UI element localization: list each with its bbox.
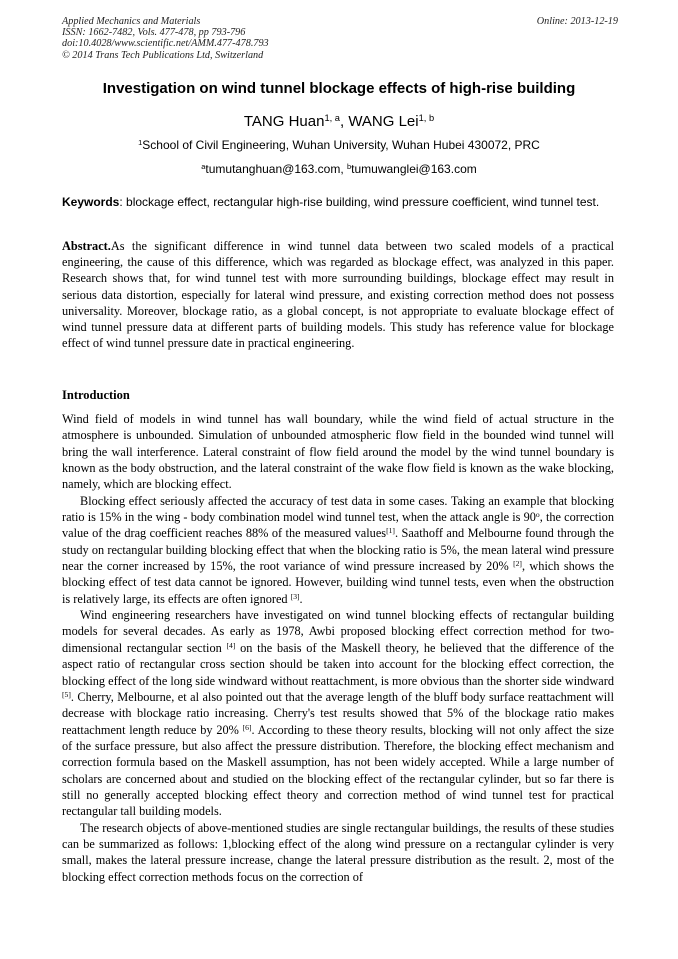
issn-line: ISSN: 1662-7482, Vols. 477-478, pp 793-796	[62, 27, 246, 39]
text-run: . Cherry, Melbourne, et al also pointed out that the average length of the bluff body surface reattachment will decrease with blockage ratio increasing. Cherry's test results showed that 5% of the blockage ratio makes reattachment length reduce by 20%	[62, 689, 614, 737]
text-run: Blocking effect seriously affected the accuracy of test data in some cases. Taking an example that blocking ratio is 15% in the wing - body combination model wind tunnel test, when the attack angle is 90	[62, 493, 614, 525]
paragraph: Wind field of models in wind tunnel has wall boundary, while the wind field of actual structure in the atmosphere is unbounded. Simulation of unbounded atmospheric flow field in the bounded wind tunnel will bring the wall interference. Lateral constraint of flow field around the model by the wind tunnel boundary is known as the body obstruction, and the lateral constraint of the wake flow field is known as the wake blocking, namely, which are blocking effect.	[62, 412, 614, 492]
abstract-text: As the significant difference in wind tunnel data between two scaled models of a practical engineering, the cause of this difference, which was regarded as blockage effect, was analyzed in this paper. Research shows that, for wind tunnel test with more surrounding buildings, blockage effect may result in serious data distortion, especially for lateral wind pressure, and existing correction method does not possess universality. Moreover, blockage ratio, as a global concept, is not appropriate to evaluate blockage effect of wind tunnel pressure data at different parts of building models. This study has reference value for blockage effect of wind tunnel pressure date in practical engineering.	[62, 239, 614, 351]
paragraph: The research objects of above-mentioned studies are single rectangular buildings, the results of these studies can be summarized as follows: 1,blocking effect of the along wind pressure on a rectangular cylinder is very small, makes the lateral pressure increase, change the lateral pressure distribution as the result. 2, most of the blocking effect correction methods focus on the correction of	[62, 820, 614, 884]
introduction-body	[62, 411, 614, 885]
paragraph	[62, 607, 614, 819]
text-run: on the basis of the Maskell theory, he believed that the difference of the aspect ratio of rectangular cross section should be taken into account for the blocking effect correction, the blocking effect of the long side windward without reattachment, is more obvious than the shorter side windward	[62, 640, 614, 688]
citation[interactable]: [1]	[386, 526, 395, 536]
online-date: Online: 2013-12-19	[536, 16, 618, 27]
citation[interactable]: [5]	[62, 689, 71, 699]
affiliation-text: School of Civil Engineering, Wuhan University, Wuhan Hubei 430072, PRC	[142, 138, 540, 152]
author-list	[0, 113, 678, 130]
citation[interactable]: [2]	[513, 558, 522, 568]
author-affil-mark: 1, b	[418, 112, 435, 123]
citation[interactable]: [3]	[290, 591, 300, 601]
citation[interactable]: [4]	[226, 640, 236, 650]
affiliation	[0, 138, 678, 152]
abstract	[62, 238, 614, 351]
copyright-line: © 2014 Trans Tech Publications Ltd, Switzerland	[62, 49, 264, 61]
degree-mark: o	[535, 509, 540, 519]
email-separator: ,	[340, 162, 348, 176]
author-emails	[0, 162, 678, 176]
abstract-label: Abstract.	[62, 239, 111, 253]
keywords	[62, 194, 614, 210]
text-run: . According to these theory results, blocking will not only affect the size of the surface pressure, but also affect the pressure distribution. Therefore, the blocking effect mechanism and correction formula based on the Maskell assumption, has not been widely accepted. While a large number of scholars are concerned about and studied on the blocking effect of the rectangular cylinder, but so far there is still no generally accepted blocking effect theory and correction method of wind tunnel test for practical rectangular tall building models.	[62, 722, 614, 819]
doi-line[interactable]: doi:10.4028/www.scientific.net/AMM.477-478.793	[62, 38, 269, 50]
author-name: TANG Huan	[243, 113, 325, 130]
affiliation-mark: 1	[138, 137, 143, 147]
email-mark: b	[347, 161, 352, 171]
citation[interactable]: [6]	[242, 722, 252, 732]
author-affil-mark: 1, a	[324, 112, 340, 123]
author-name: WANG Lei	[348, 113, 419, 130]
keywords-text: : blockage effect, rectangular high-rise building, wind pressure coefficient, wind tunnel test.	[119, 195, 600, 209]
paragraph	[62, 493, 614, 607]
journal-header	[62, 16, 618, 61]
text-run: Wind engineering researchers have investigated on wind tunnel blocking effects of rectangular building models for several decades. As early as 1978, Awbi proposed blocking effect correction method for two-dimensional rectangular section	[62, 608, 614, 655]
email-link[interactable]: tumuwanglei@163.com	[351, 162, 477, 176]
text-run: , the correction value of the drag coefficient reaches 88% of the measured values	[62, 510, 614, 541]
text-run: .	[299, 591, 303, 606]
author-separator: ,	[339, 113, 349, 130]
text-run: . Saathoff and Melbourne found through the study on rectangular building blocking effect that when the blocking ratio is 5%, the mean lateral wind pressure near the corner increased by 15%, the root variance of wind pressure increased by 20%	[62, 526, 615, 574]
email-mark: a	[201, 161, 206, 171]
paper-title: Investigation on wind tunnel blockage effects of high-rise building	[102, 80, 576, 97]
text-run: , which shows the blocking effect of test data cannot be ignored. However, building wind tunnel tests, even when the obstruction is relatively large, its effects are often ignored	[62, 559, 614, 606]
email-link[interactable]: tumutanghuan@163.com	[205, 162, 341, 176]
journal-name: Applied Mechanics and Materials	[62, 16, 201, 27]
keywords-label: Keywords	[62, 195, 120, 209]
section-heading: Introduction	[62, 388, 130, 402]
